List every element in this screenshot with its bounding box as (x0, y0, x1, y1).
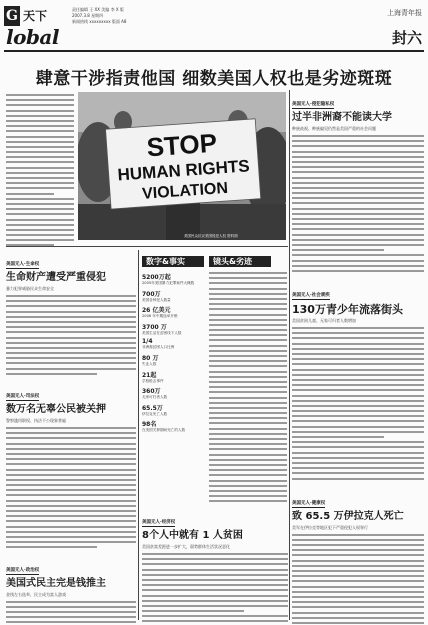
facts-box-title: 数字&事实 (142, 256, 204, 267)
story-body (292, 135, 424, 272)
fact-item (142, 386, 204, 400)
protest-photo-image (78, 92, 286, 240)
fact-number: 65.5万 (142, 404, 163, 412)
story-deck: 美国贫困儿童、无家可归者人数增加 (292, 318, 356, 324)
fact-number: 26 亿美元 (142, 307, 171, 315)
page-label: 封六 (391, 29, 422, 47)
paper-name: 上海青年报 (387, 9, 422, 17)
story-deck: 暴力犯罪威胁民众生命安全 (6, 286, 54, 291)
fact-text: 无家可归者人数 (142, 395, 168, 400)
fact-number: 1/4 (142, 338, 153, 346)
lens-column-text (209, 272, 287, 505)
fact-text: 伊拉克死亡人数 (142, 411, 168, 416)
meta-line: 新闻热线 xxxxxxxxx 版面 A8 (72, 19, 127, 24)
fact-text: 2005年美国暴力犯罪案件大概数 (142, 281, 195, 285)
fact-text: 非洲裔贫困人口比例 (142, 345, 175, 350)
story-kicker: 美国无人·政治权 (6, 567, 40, 573)
story-deck: 美国贫富差距进一步扩大，弱势群体生活状况恶化 (142, 544, 230, 549)
story-kicker: 美国无人·侵犯隐私权 (292, 102, 335, 107)
masthead-meta (72, 7, 192, 25)
masthead (4, 2, 424, 52)
story-body (292, 327, 424, 479)
section-divider (6, 246, 288, 247)
story-kicker: 美国无人·生命权 (6, 262, 40, 267)
fact-number: 21起 (142, 371, 157, 379)
story-title: 生命财产遭受严重侵犯 (6, 272, 106, 283)
story-title: 过半非洲裔不能读大学 (292, 112, 392, 123)
protest-photo (78, 92, 286, 240)
fact-number: 360万 (142, 388, 161, 396)
fact-item (142, 338, 204, 350)
section-logo (4, 4, 64, 48)
sign-word-stop: STOP (145, 127, 218, 163)
fact-item (142, 305, 204, 319)
main-headline: 肆意干涉指责他国 细数美国人权也是劣迹斑斑 (35, 69, 393, 89)
story-body (142, 553, 288, 625)
fact-number: 80 万 (142, 354, 159, 362)
fact-item (142, 403, 204, 417)
meta-line: 责任编辑 王 XX 美编 李 X 版 (72, 7, 124, 12)
story-deck: 金钱左右选举，民主成为富人游戏 (6, 591, 66, 597)
story-kicker: 美国无人·经济权 (142, 520, 176, 525)
right-column (292, 90, 424, 625)
story-kicker: 美国无人·健康权 (292, 500, 326, 506)
fact-text: 学校枪击事件 (142, 378, 164, 383)
fact-number: 5200万起 (142, 274, 171, 281)
story-title: 数万名无辜公民被关押 (6, 404, 106, 415)
bottom-story (142, 508, 288, 625)
fact-text: 2006 年中期选举开销 (142, 314, 178, 319)
story-deck: 美军在伊拉克等地区犯下严重侵犯人权罪行 (292, 524, 368, 530)
story-kicker: 美国无人·社会顽疾 (292, 293, 330, 299)
meta-line: 2007.3.8 星期四 (72, 13, 104, 18)
column-divider (138, 250, 139, 620)
left-column (6, 250, 136, 625)
fact-item (142, 370, 204, 384)
logo-english: lobal (6, 25, 59, 49)
sign-word-violation: VIOLATION (141, 179, 229, 203)
story-title: 130万青少年流落街头 (292, 303, 403, 317)
fact-number: 700万 (142, 290, 161, 298)
story-title: 8个人中就有 1 人贫困 (142, 530, 243, 541)
fact-item (142, 322, 204, 336)
fact-text: 美国各种犯人数量 (142, 297, 171, 302)
fact-text: 在美国关押期间死亡的人数 (142, 428, 186, 433)
facts-list (142, 272, 204, 436)
lead-story-text (6, 94, 74, 250)
fact-number: 98名 (142, 421, 157, 429)
column-divider (289, 90, 290, 620)
fact-number: 3700 万 (142, 323, 167, 331)
logo-chinese: 天下 (23, 9, 48, 23)
lens-box-title: 镜头&劣迹 (209, 256, 271, 267)
story-body (292, 534, 424, 625)
story-body (6, 295, 136, 375)
sign-word-human-rights: HUMAN RIGHTS (116, 156, 251, 185)
logo-mark: G (4, 6, 20, 26)
story-kicker: 美国无人·司法权 (6, 394, 40, 399)
fact-item (142, 289, 204, 303)
photo-caption: 美国民众抗议美国侵犯人权 资料图 (184, 234, 238, 238)
story-body (6, 601, 136, 625)
fact-item (142, 419, 204, 433)
fact-item (142, 272, 204, 286)
fact-text: 失业人数 (142, 361, 157, 366)
story-deck: 警察滥用职权、执法不公现象普遍 (6, 418, 66, 423)
fact-text: 美国生活在贫困线下人数 (142, 330, 182, 335)
fact-item (142, 353, 204, 367)
story-title: 致 65.5 万伊拉克人死亡 (292, 510, 404, 522)
story-body (6, 427, 136, 548)
story-deck: 种族歧视、种族偏见仍然是美国严重的社会问题 (292, 126, 376, 131)
story-title: 美国式民主完是钱推主 (6, 577, 106, 589)
